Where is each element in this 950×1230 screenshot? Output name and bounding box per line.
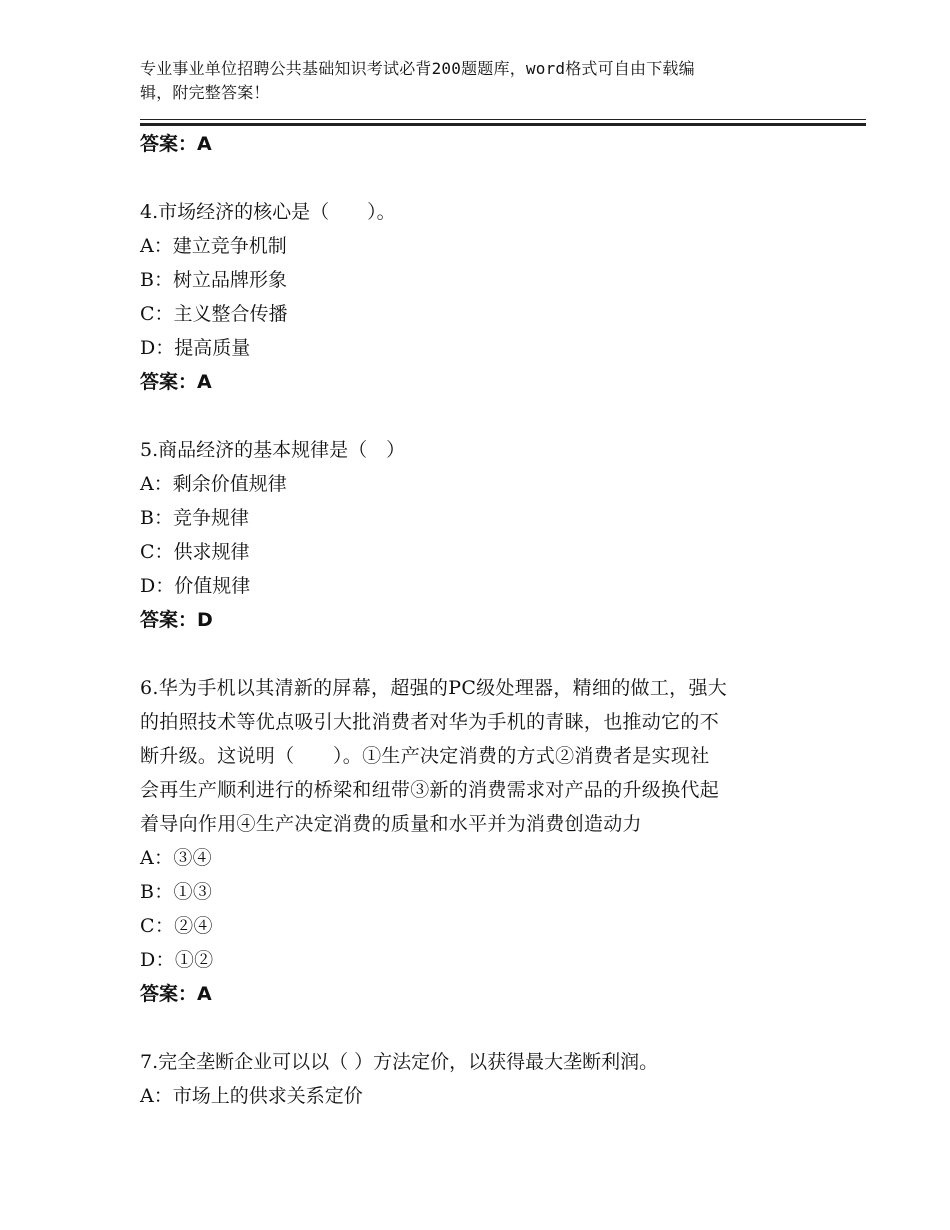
option-a: A：建立竞争机制	[140, 235, 287, 257]
option-b: B：①③	[140, 881, 213, 903]
spacer	[140, 637, 830, 671]
option-d: D：①②	[140, 949, 214, 971]
question-4	[140, 195, 830, 399]
header-rule-thick	[140, 123, 866, 126]
option-c: C：供求规律	[140, 541, 250, 563]
option-d: D：提高质量	[140, 337, 251, 359]
option-c: C：②④	[140, 915, 213, 937]
question-stem: 5.商品经济的基本规律是（ ）	[140, 439, 406, 461]
question-7	[140, 1045, 830, 1113]
answer-label: 答案：A	[140, 371, 212, 393]
question-6	[140, 671, 830, 1011]
option-c: C：主义整合传播	[140, 303, 288, 325]
question-stem-line: 的拍照技术等优点吸引大批消费者对华为手机的青睐，也推动它的不	[140, 711, 720, 733]
question-5	[140, 433, 830, 637]
header-line-1: 专业事业单位招聘公共基础知识考试必背200题题库，word格式可自由下载编	[140, 59, 695, 78]
header-line-2: 辑，附完整答案！	[140, 83, 270, 102]
option-a: A：剩余价值规律	[140, 473, 287, 495]
answer-label: 答案：A	[140, 133, 212, 155]
option-a: A：③④	[140, 847, 212, 869]
option-d: D：价值规律	[140, 575, 251, 597]
spacer	[140, 399, 830, 433]
question-stem-line: 6.华为手机以其清新的屏幕，超强的PC级处理器，精细的做工，强大	[140, 677, 728, 699]
question-list	[140, 127, 830, 1113]
spacer	[140, 161, 830, 195]
answer-label: 答案：A	[140, 983, 212, 1005]
option-a: A：市场上的供求关系定价	[140, 1085, 363, 1107]
option-b: B：树立品牌形象	[140, 269, 287, 291]
question-stem: 4.市场经济的核心是（ ）。	[140, 201, 396, 223]
option-b: B：竞争规律	[140, 507, 249, 529]
answer-label: 答案：D	[140, 609, 213, 631]
question-stem: 7.完全垄断企业可以以（ ）方法定价，以获得最大垄断利润。	[140, 1051, 659, 1073]
spacer	[140, 1011, 830, 1045]
page-header	[140, 57, 790, 105]
question-stem-line: 着导向作用④生产决定消费的质量和水平并为消费创造动力	[140, 813, 642, 835]
header-rule-thin	[140, 119, 866, 120]
question-stem-line: 断升级。这说明（ ）。①生产决定消费的方式②消费者是实现社	[140, 745, 710, 767]
question-stem-line: 会再生产顺利进行的桥梁和纽带③新的消费需求对产品的升级换代起	[140, 779, 720, 801]
